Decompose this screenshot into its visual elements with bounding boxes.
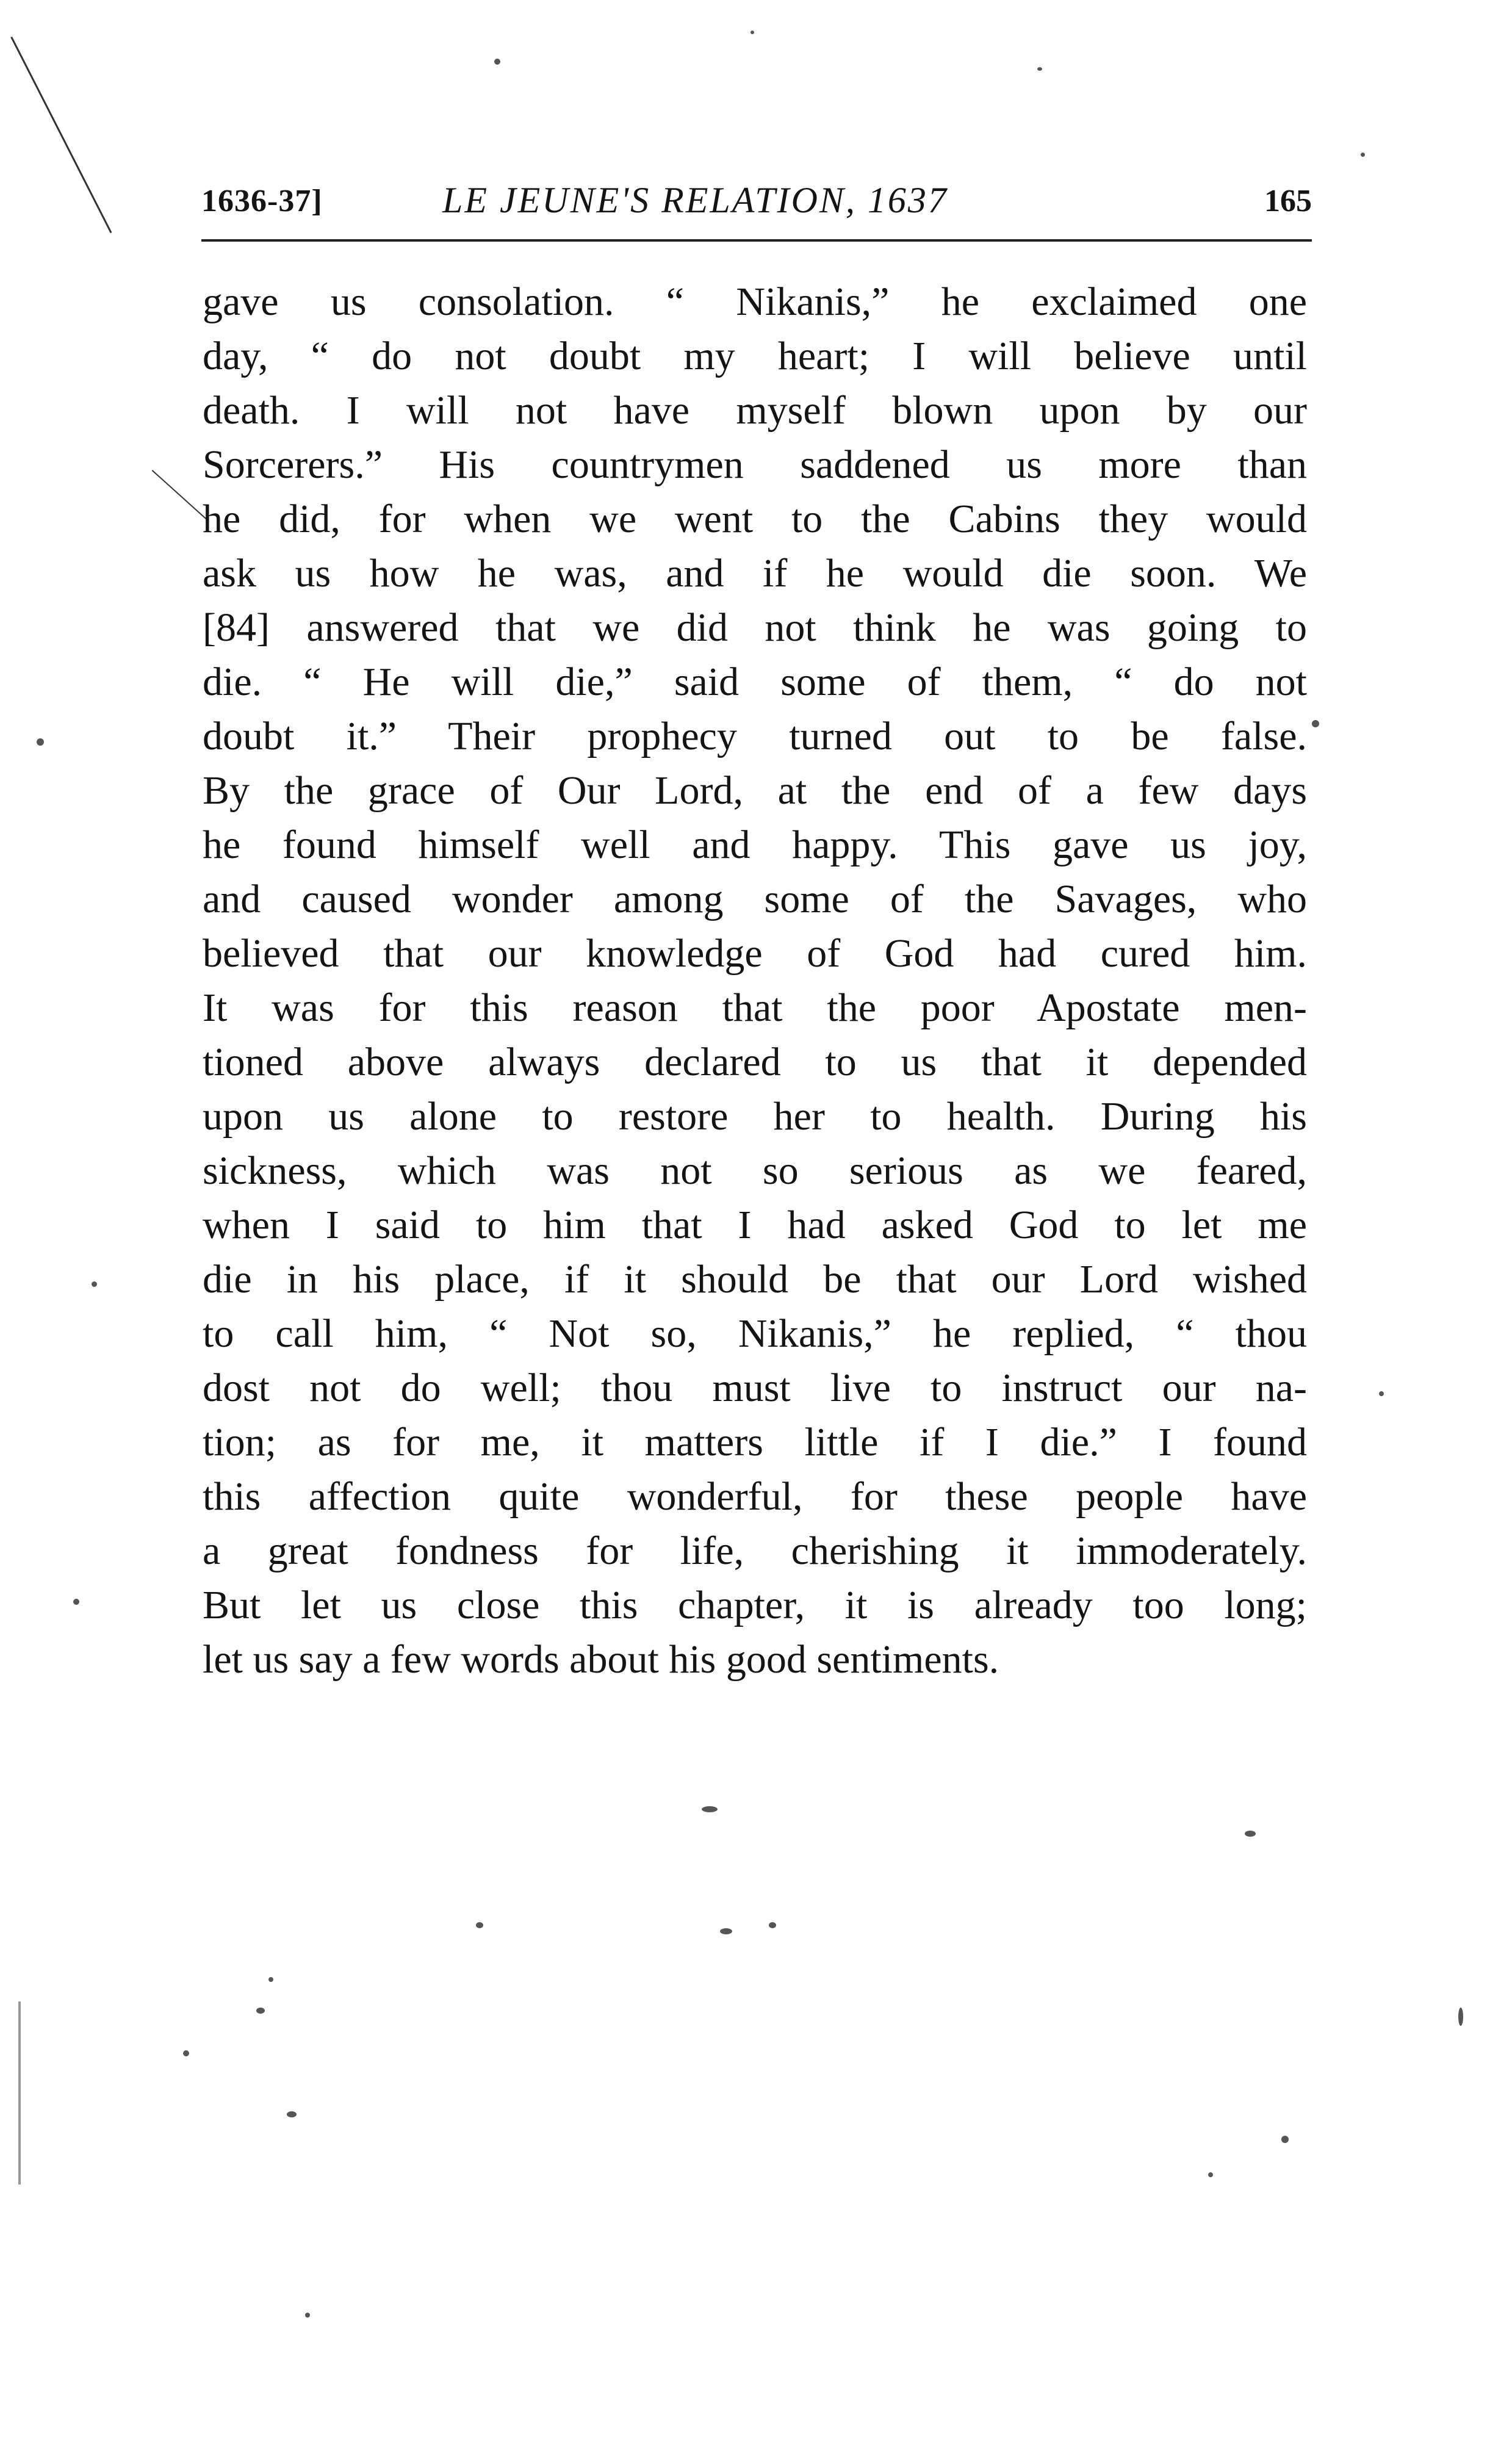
text-line: to call him, “ Not so, Nikanis,” he replied, “ thou [203, 1311, 1307, 1356]
scan-speck [1281, 2136, 1289, 2143]
scan-speck [305, 2313, 310, 2318]
text-line: But let us close this chapter, it is already too long; [203, 1583, 1307, 1627]
scan-speck [476, 1922, 483, 1928]
scan-speck [494, 59, 500, 65]
text-line: sickness, which was not so serious as we feared, [203, 1148, 1307, 1193]
scan-speck [268, 1977, 273, 1982]
text-line: when I said to him that I had asked God to let me [203, 1203, 1307, 1247]
scan-speck [720, 1928, 732, 1934]
text-line: and caused wonder among some of the Savages, who [203, 877, 1307, 921]
page-number: 165 [1264, 184, 1312, 218]
scan-speck [1037, 67, 1042, 71]
text-line: believed that our knowledge of God had cured him. [203, 931, 1307, 976]
text-line: upon us alone to restore her to health. During his [203, 1094, 1307, 1139]
scan-speck [702, 1806, 718, 1812]
scan-speck [750, 31, 754, 34]
text-line: he did, for when we went to the Cabins they would [203, 497, 1307, 541]
scan-speck [73, 1599, 79, 1605]
text-line: he found himself well and happy. This gave us joy, [203, 823, 1307, 867]
header-title: LE JEUNE'S RELATION, 1637 [442, 180, 948, 220]
text-line: Sorcerers.” His countrymen saddened us more than [203, 442, 1307, 487]
scan-speck [1312, 720, 1319, 727]
text-line: this affection quite wonderful, for these people have [203, 1474, 1307, 1519]
scan-speck [769, 1922, 776, 1928]
scan-speck [287, 2111, 297, 2117]
scan-speck [1361, 153, 1365, 157]
running-header [201, 180, 1312, 232]
text-line: die in his place, if it should be that our Lord wished [203, 1257, 1307, 1302]
scan-speck [92, 1281, 97, 1287]
scan-streak [152, 470, 207, 520]
header-rule [201, 239, 1312, 242]
text-line: By the grace of Our Lord, at the end of a few days [203, 768, 1307, 813]
text-line: dost not do well; thou must live to instruct our na- [203, 1366, 1307, 1410]
scan-speck [37, 738, 44, 746]
scan-speck [1208, 2172, 1213, 2177]
text-line: death. I will not have myself blown upon by our [203, 388, 1307, 433]
text-line: die. “ He will die,” said some of them, “ do not [203, 660, 1307, 704]
scan-speck [183, 2050, 189, 2056]
text-line: doubt it.” Their prophecy turned out to be false. [203, 714, 1307, 758]
text-line: tioned above always declared to us that it depended [203, 1040, 1307, 1084]
scan-speck [18, 2001, 21, 2185]
text-line: let us say a few words about his good sentiments. [203, 1637, 999, 1682]
text-line: ask us how he was, and if he would die soon. We [203, 551, 1307, 596]
text-line: [84] answered that we did not think he was going to [203, 605, 1307, 650]
scan-streak [10, 37, 112, 233]
header-year-range: 1636-37] [201, 184, 323, 218]
scan-speck [1379, 1391, 1384, 1396]
scan-speck [1458, 2008, 1463, 2026]
text-line: tion; as for me, it matters little if I die.” I found [203, 1420, 1307, 1464]
text-line: gave us consolation. “ Nikanis,” he exclaimed one [203, 279, 1307, 324]
text-line: It was for this reason that the poor Apostate men- [203, 985, 1307, 1030]
scan-speck [256, 2008, 265, 2014]
text-line: a great fondness for life, cherishing it immoderately. [203, 1529, 1307, 1573]
body-text [203, 275, 1307, 1687]
text-line: day, “ do not doubt my heart; I will believe until [203, 334, 1307, 378]
scan-speck [1245, 1831, 1256, 1837]
